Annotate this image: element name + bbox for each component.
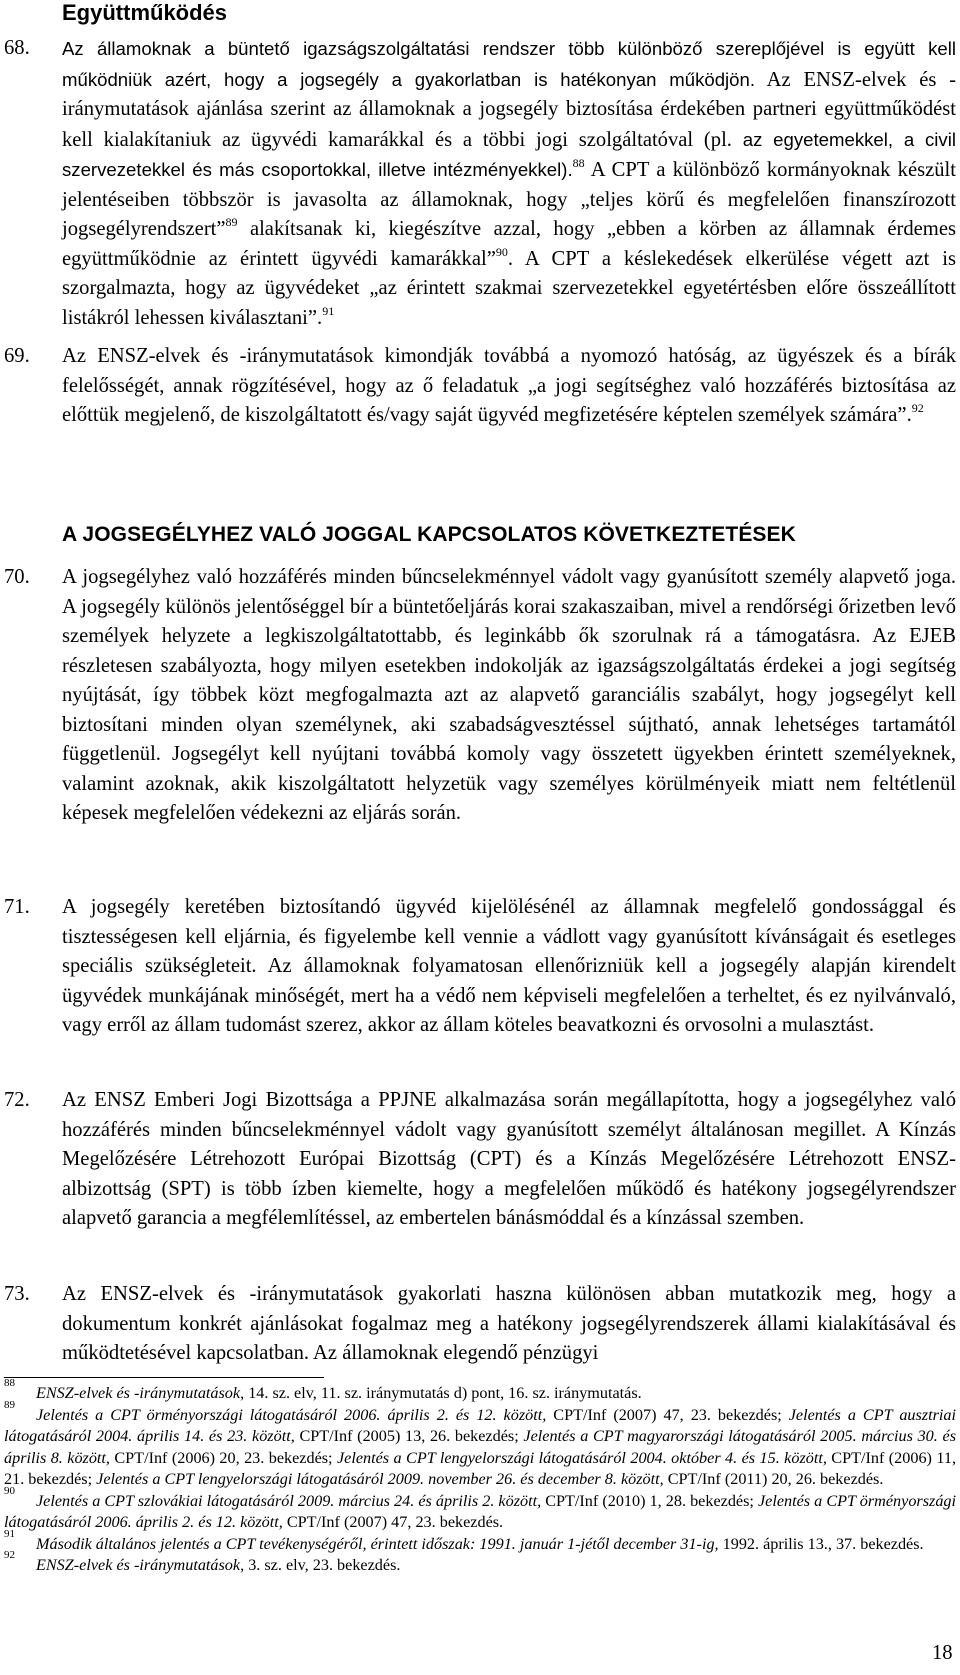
footnote-text-segment: Jelentés a CPT örményországi látogatásáról 2006. április 2. és 12. között,: [36, 1405, 547, 1424]
footnote-text-segment: Jelentés a CPT ausztriai látogatásáról 2004. április 14. és 23. között,: [4, 1405, 956, 1445]
footnote-text-segment: , 3. sz. elv, 23. bekezdés.: [240, 1556, 401, 1574]
footnote-number: 92: [4, 1549, 15, 1561]
footnote-reference[interactable]: 92: [911, 401, 924, 416]
footnote-text-segment: CPT/Inf (2010) 1, 28. bekezdés;: [541, 1491, 758, 1510]
paragraph-number: 71.: [4, 896, 30, 918]
footnote-number: 91: [4, 1527, 15, 1540]
paragraph-text-segment: alakítsanak ki, kiegészítve azzal, hogy „ebben a körben az államnak érdemes együttműködnie az érintett ügyvédi kamarákkal”: [62, 218, 956, 270]
footnote-text: [4, 1491, 956, 1534]
footnote-92: [4, 1549, 956, 1577]
main-heading: A JOGSEGÉLYHEZ VALÓ JOGGAL KAPCSOLATOS KÖVETKEZTETÉSEK: [62, 523, 796, 546]
footnote-text-segment: Jelentés a CPT örményországi látogatásáról 2006. április 2. és 12. között,: [4, 1491, 957, 1531]
paragraph-number: 68.: [4, 37, 30, 59]
footnote-88: [4, 1377, 956, 1405]
footnote-text-segment: CPT/Inf (2006) 20, 23. bekezdés;: [109, 1448, 337, 1467]
section-heading: Együttműködés: [62, 0, 228, 25]
footnotes: [4, 1377, 957, 1577]
footnote-text-segment: CPT/Inf (2011) 20, 26. bekezdés.: [663, 1470, 884, 1488]
footnote-90: [4, 1484, 957, 1534]
footnote-reference[interactable]: 88: [572, 156, 585, 171]
footnote-text-segment: CPT/Inf (2007) 47, 23. bekezdés.: [282, 1513, 504, 1531]
paragraph-text-segment: Az államoknak a büntető igazságszolgáltatási rendszer több különböző szereplőjével is együtt kell működniük azért, hogy a jogsegély a gyakorlatban is hatékonyan működjön.: [62, 38, 956, 90]
footnote-text: [4, 1534, 956, 1556]
footnote-divider: [4, 1377, 324, 1378]
paragraph-number: 69.: [4, 345, 30, 367]
paragraph-text-segment: Az ENSZ-elvek és -iránymutatások kimondják továbbá a nyomozó hatóság, az ügyészek és a bírák felelősségét, annak rögzítésével, hogy az ő feladatuk „a jogi segítséghez való hozzáférés biztosítása az előttük megjelenő, de kiszolgáltatott és/vagy saját ügyvéd megfizetésére képtelen személyek számára”.: [62, 345, 956, 426]
footnote-text-segment: 1992. április 13., 37. bekezdés.: [718, 1534, 924, 1553]
footnote-text-segment: ENSZ-elvek és -iránymutatások: [36, 1556, 241, 1574]
footnote-number: 90: [4, 1484, 15, 1497]
paragraph-text-segment: . A CPT a késlekedések elkerülése végett azt is szorgalmazta, hogy az ügyvédeket „az érintett szakmai szervezetekkel egyetértésben előre összeállított listákról lehessen kiválasztani”.: [62, 247, 957, 329]
paragraph-text: Az ENSZ Emberi Jogi Bizottsága a PPJNE alkalmazása során megállapította, hogy a jogsegélyhez való hozzáférés minden bűncselekménnyel vádolt vagy gyanúsított személyt általánosan megillet. A Kínzás Megelőzésére Létrehozott Európai Bizottság (CPT) és a Kínzás Megelőzésére Létrehozott ENSZ-albizottság (SPT) is több ízben kiemelte, hogy a megfelelően működő és hatékony jogsegélyrendszer alapvető garancia a megfélemlítéssel, az embertelen bánásmóddal és a kínzással szemben.: [62, 1089, 956, 1229]
footnote-text: [4, 1555, 956, 1577]
footnote-text: [4, 1383, 956, 1405]
paragraph-text-segment: A CPT a különböző kormányoknak készült jelentéseiben többször is javasolta az államoknak, hogy „teljes körű és megfelelően finanszírozott jogsegélyrendszert”: [62, 159, 956, 240]
footnote-reference[interactable]: 89: [225, 215, 238, 230]
footnote-text: [4, 1405, 956, 1491]
paragraph-text: [62, 342, 956, 431]
footnote-number: 88: [4, 1377, 15, 1389]
paragraph-text-segment: Az ENSZ-elvek és -iránymutatások ajánlása szerint az államoknak a jogsegély biztosítása érdekében partneri együttműködést kell kialakítaniuk az ügyvédi kamarákkal és a többi jogi szolgáltatóval (pl.: [62, 68, 956, 151]
paragraph-text: A jogsegély keretében biztosítandó ügyvéd kijelölésénél az államnak megfelelő gondossággal és tisztességesen kell eljárnia, és figyelembe kell vennie a vádlott vagy gyanúsított kívánságait és esetleges speciális szükségleteit. Az államoknak folyamatosan ellenőrizniük kell a jogsegély alapján kirendelt ügyvédek munkájának minőségét, mert ha a védő nem képviseli megfelelően a terheltet, és ez nyilvánvaló, vagy erről az állam tudomást szerez, akkor az állam köteles beavatkozni és orvosolni a mulasztást.: [62, 896, 956, 1036]
paragraph-text-segment: az egyetemekkel, a civil szervezetekkel és más csoportokkal, illetve intézményekkel).: [62, 128, 956, 180]
footnote-text-segment: CPT/Inf (2007) 47, 23. bekezdés;: [546, 1405, 789, 1424]
paragraph-text: A jogsegélyhez való hozzáférés minden bűncselekménnyel vádolt vagy gyanúsított személy alapvető joga. A jogsegély különös jelentőséggel bír a büntetőeljárás korai szakaszaiban, mivel a rendőrségi őrizetben levő személyek helyzete a legkiszolgáltatottabb, és leginkább ők szorulnak rá a támogatásra. Az EJEB részletesen szabályozta, hogy milyen esetekben indokolják az igazságszolgáltatás érdekei a jogi segítség nyújtását, így többek közt megfogalmazta azt az alapvető garanciális szabályt, hogy jogsegélyt kell biztosítani minden olyan személynek, aki szabadságvesztéssel sújtható, annak lehetséges tartamától függetlenül. Jogsegélyt kell nyújtani továbbá komoly vagy összetett ügyekben érintett személyeknek, valamint azoknak, akik kiszolgáltatott helyzetük vagy személyes körülményeik miatt nem feltétlenül képesek megfelelően védekezni az eljárás során.: [62, 566, 956, 824]
footnote-reference[interactable]: 91: [322, 303, 335, 318]
footnote-text-segment: , 14. sz. elv, 11. sz. iránymutatás d) pont, 16. sz. iránymutatás.: [240, 1384, 642, 1402]
footnote-text-segment: Második általános jelentés a CPT tevékenységéről, érintett időszak: 1991. január 1-jétől december 31-ig,: [36, 1534, 719, 1553]
footnote-text-segment: Jelentés a CPT lengyelországi látogatásáról 2009. november 26. és december 8. között,: [96, 1470, 664, 1488]
page-number: 18: [932, 1642, 953, 1664]
paragraph-number: 73.: [4, 1283, 30, 1305]
footnote-reference[interactable]: 90: [495, 244, 508, 259]
paragraph-number: 72.: [4, 1089, 30, 1111]
footnote-text-segment: ENSZ-elvek és -iránymutatások: [36, 1384, 241, 1402]
footnote-text-segment: Jelentés a CPT szlovákiai látogatásáról 2009. március 24. és április 2. között,: [36, 1491, 542, 1510]
paragraph-text: Az ENSZ-elvek és -iránymutatások gyakorlati haszna különösen abban mutatkozik meg, hogy a dokumentum konkrét ajánlásokat fogalmaz meg a hatékony jogsegélyrendszerek állami kialakításával és működtetésével kapcsolatban. Az államoknak elegendő pénzügyi: [62, 1283, 956, 1364]
footnote-number: 89: [4, 1398, 15, 1411]
paragraph-number: 70.: [4, 566, 30, 588]
footnote-text-segment: Jelentés a CPT lengyelországi látogatásáról 2004. október 4. és 15. között,: [336, 1448, 827, 1467]
footnote-text-segment: CPT/Inf (2006) 11, 21. bekezdés;: [4, 1448, 956, 1488]
footnote-text-segment: Jelentés a CPT magyarországi látogatásáról 2005. március 30. és április 8. között,: [4, 1427, 956, 1467]
paragraph-text: [62, 34, 956, 333]
footnote-89: [4, 1398, 956, 1491]
footnote-text-segment: CPT/Inf (2005) 13, 26. bekezdés;: [294, 1427, 524, 1445]
footnote-91: [4, 1527, 956, 1556]
